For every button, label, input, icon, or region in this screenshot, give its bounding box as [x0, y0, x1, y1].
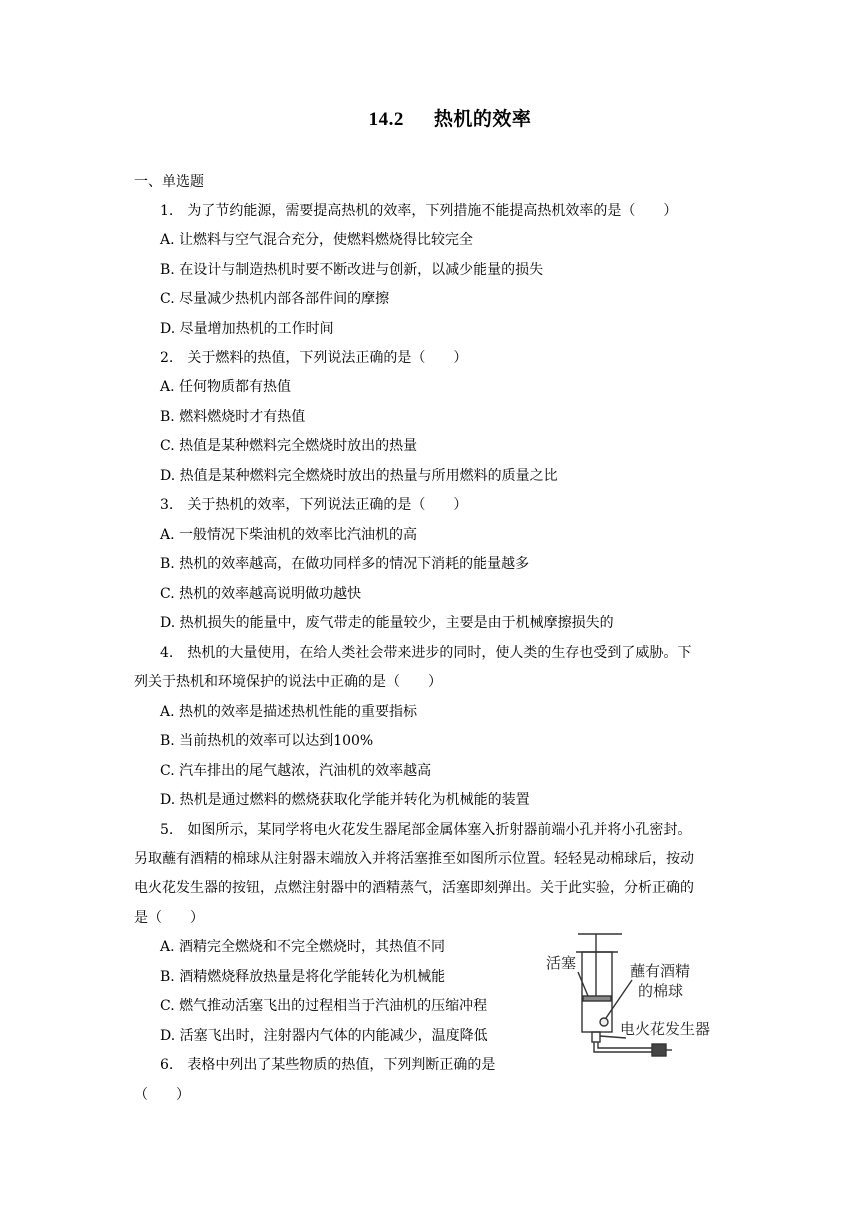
question-3-option-b: B. 热机的效率越高，在做功同样多的情况下消耗的能量越多	[160, 556, 530, 572]
igniter-wire	[594, 1042, 652, 1052]
question-1-option-c: C. 尽量减少热机内部各部件间的摩擦	[160, 291, 390, 307]
question-5-option-d: D. 活塞飞出时，注射器内气体的内能减少，温度降低	[160, 1028, 488, 1044]
question-5-option-b: B. 酒精燃烧释放热量是将化学能转化为机械能	[160, 969, 446, 985]
question-2-option-a: A. 任何物质都有热值	[160, 379, 292, 395]
question-2-stem: 2. 关于燃料的热值，下列说法正确的是（ ）	[160, 350, 468, 366]
question-5-stem-line-4: 是（ ）	[134, 910, 204, 926]
syringe-nozzle	[592, 1032, 600, 1042]
syringe-igniter-figure	[534, 928, 734, 1068]
question-2-option-d: D. 热值是某种燃料完全燃烧时放出的热量与所用燃料的质量之比	[160, 468, 558, 484]
section-heading: 一、单选题	[134, 174, 204, 190]
question-1-option-a: A. 让燃料与空气混合充分，使燃料燃烧得比较完全	[160, 232, 474, 248]
question-4-option-d: D. 热机是通过燃料的燃烧获取化学能并转化为机械能的装置	[160, 792, 530, 808]
question-5-stem-line-2: 另取蘸有酒精的棉球从注射器末端放入并将活塞推至如图所示位置。轻轻晃动棉球后，按动	[134, 851, 694, 867]
question-5-option-a: A. 酒精完全燃烧和不完全燃烧时，其热值不同	[160, 939, 446, 955]
cotton-ball	[600, 1018, 608, 1026]
section-number: 14.2	[368, 109, 404, 130]
question-3-stem: 3. 关于热机的效率，下列说法正确的是（ ）	[160, 497, 468, 513]
question-1-option-d: D. 尽量增加热机的工作时间	[160, 321, 334, 337]
section-title: 热机的效率	[433, 108, 532, 130]
question-2-option-c: C. 热值是某种燃料完全燃烧时放出的热量	[160, 438, 418, 454]
question-4-stem-line-2: 列关于热机和环境保护的说法中正确的是（ ）	[134, 674, 442, 690]
question-1-stem: 1. 为了节约能源，需要提高热机的效率，下列措施不能提高热机效率的是（ ）	[160, 203, 678, 219]
question-4-option-a: A. 热机的效率是描述热机性能的重要指标	[160, 704, 418, 720]
question-6-stem-line-2: （ ）	[134, 1087, 190, 1103]
question-5-option-c: C. 燃气推动活塞飞出的过程相当于汽油机的压缩冲程	[160, 998, 488, 1014]
question-4-option-c: C. 汽车排出的尾气越浓，汽油机的效率越高	[160, 763, 432, 779]
question-3-option-a: A. 一般情况下柴油机的效率比汽油机的高	[160, 527, 418, 543]
question-6-stem-line-1: 6. 表格中列出了某些物质的热值，下列判断正确的是	[160, 1057, 496, 1073]
question-4-stem-line-1: 4. 热机的大量使用，在给人类社会带来进步的同时，使人类的生存也受到了威胁。下	[160, 645, 692, 661]
piston	[583, 996, 611, 1001]
igniter-body	[652, 1044, 666, 1056]
question-3-option-d: D. 热机损失的能量中，废气带走的能量较少，主要是由于机械摩擦损失的	[160, 615, 614, 631]
question-5-stem-line-1: 5. 如图所示，某同学将电火花发生器尾部金属体塞入折射器前端小孔并将小孔密封。	[160, 822, 692, 838]
label-cotton-line-2: 的棉球	[638, 982, 684, 1000]
label-piston: 活塞	[546, 954, 577, 972]
question-5-stem-line-3: 电火花发生器的按钮，点燃注射器中的酒精蒸气，活塞即刻弹出。关于此实验，分析正确的	[134, 880, 694, 896]
question-4-option-b: B. 当前热机的效率可以达到100%	[160, 733, 374, 749]
label-igniter: 电火花发生器	[620, 1020, 711, 1038]
page-title	[0, 104, 860, 131]
question-1-option-b: B. 在设计与制造热机时要不断改进与创新，以减少能量的损失	[160, 262, 544, 278]
question-3-option-c: C. 热机的效率越高说明做功越快	[160, 586, 362, 602]
label-cotton-line-1: 蘸有酒精	[630, 962, 691, 980]
question-2-option-b: B. 燃料燃烧时才有热值	[160, 409, 306, 425]
igniter-wire-2	[598, 1042, 652, 1048]
